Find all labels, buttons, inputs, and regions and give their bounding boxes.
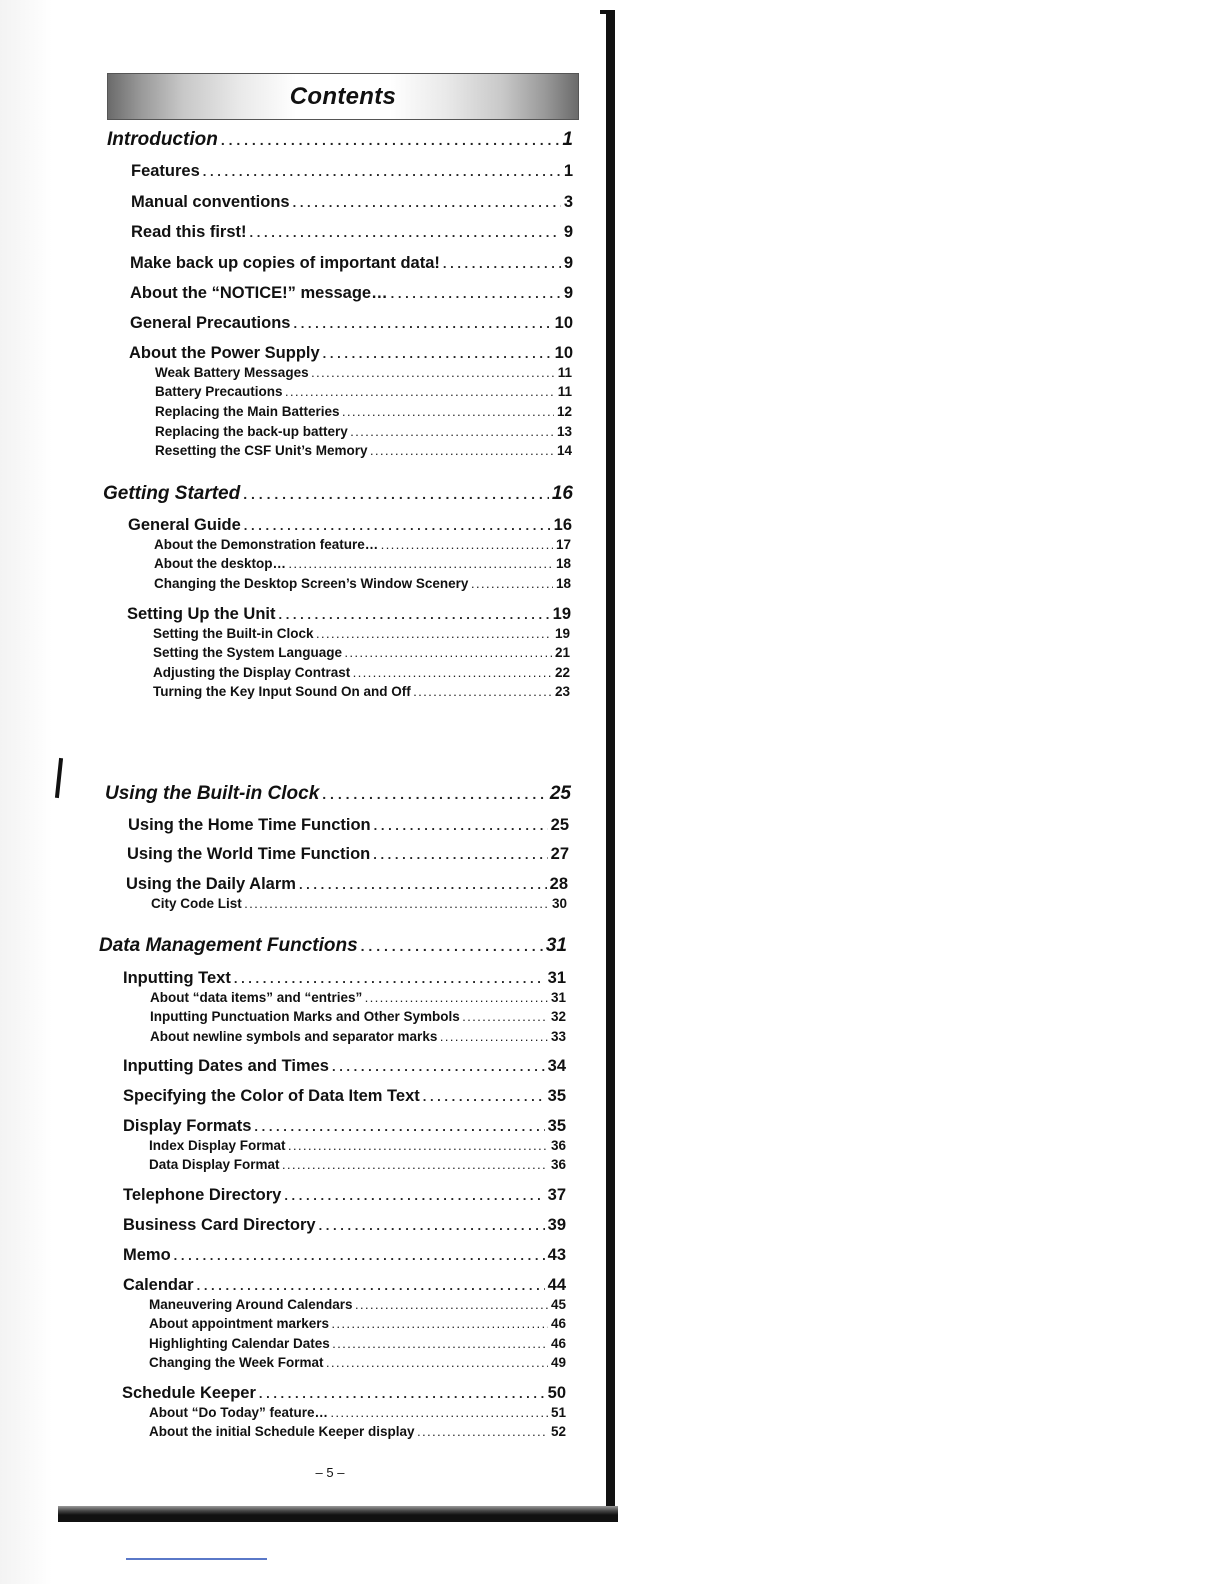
leader-dots bbox=[284, 1188, 544, 1203]
toc-label: Read this first! bbox=[131, 223, 247, 241]
toc-entry[interactable] bbox=[123, 1246, 566, 1265]
leader-dots bbox=[361, 938, 543, 954]
leader-dots bbox=[293, 316, 551, 331]
toc-page: 16 bbox=[551, 483, 573, 504]
toc-label: Battery Precautions bbox=[155, 384, 283, 399]
leader-dots bbox=[289, 1142, 548, 1152]
toc-subentry[interactable] bbox=[154, 537, 571, 552]
stray-scan-mark bbox=[55, 758, 63, 798]
leader-dots bbox=[331, 1409, 548, 1419]
leader-dots bbox=[333, 1340, 548, 1350]
toc-label: Setting Up the Unit bbox=[127, 605, 276, 623]
leader-dots bbox=[356, 1301, 548, 1311]
leader-dots bbox=[423, 1089, 545, 1104]
toc-subentry[interactable] bbox=[150, 1009, 566, 1024]
toc-label: Using the Daily Alarm bbox=[126, 875, 296, 893]
toc-page: 11 bbox=[557, 384, 572, 399]
leader-dots bbox=[174, 1248, 545, 1263]
toc-page: 22 bbox=[554, 665, 570, 680]
toc-subentry[interactable] bbox=[153, 684, 570, 699]
toc-entry[interactable] bbox=[123, 1057, 566, 1076]
leader-dots bbox=[443, 256, 561, 271]
toc-page: 23 bbox=[554, 684, 570, 699]
toc-subentry[interactable] bbox=[154, 576, 571, 591]
toc-label: Memo bbox=[123, 1246, 171, 1264]
toc-label: Features bbox=[131, 162, 200, 180]
toc-label: Display Formats bbox=[123, 1117, 252, 1135]
bottom-rule bbox=[126, 1558, 267, 1560]
toc-entry[interactable] bbox=[127, 845, 569, 864]
toc-label: About the “NOTICE!” message… bbox=[130, 284, 388, 302]
toc-label: Turning the Key Input Sound On and Off bbox=[153, 684, 411, 699]
leader-dots bbox=[332, 1059, 545, 1074]
toc-page: 50 bbox=[547, 1384, 566, 1402]
toc-label: Using the Built-in Clock bbox=[105, 783, 320, 804]
toc-entry[interactable] bbox=[123, 1186, 566, 1205]
toc-page: 14 bbox=[556, 443, 572, 458]
toc-page: 33 bbox=[550, 1029, 566, 1044]
toc-entry[interactable] bbox=[130, 314, 573, 333]
toc-subentry[interactable] bbox=[155, 384, 572, 399]
toc-entry[interactable] bbox=[131, 223, 573, 242]
toc-page: 31 bbox=[547, 969, 566, 987]
toc-label: Setting the System Language bbox=[153, 645, 343, 660]
toc-subentry[interactable] bbox=[149, 1297, 566, 1312]
toc-page: 49 bbox=[550, 1355, 566, 1370]
toc-label: Inputting Text bbox=[123, 969, 231, 987]
toc-section[interactable] bbox=[103, 483, 573, 505]
toc-page: 46 bbox=[550, 1336, 566, 1351]
leader-dots bbox=[391, 286, 561, 301]
toc-label: Data Management Functions bbox=[99, 935, 358, 956]
leader-dots bbox=[289, 560, 553, 570]
toc-entry[interactable] bbox=[129, 344, 573, 363]
toc-entry[interactable] bbox=[128, 816, 569, 835]
contents-banner bbox=[107, 73, 579, 120]
toc-page: 46 bbox=[550, 1316, 566, 1331]
toc-entry[interactable] bbox=[131, 193, 573, 212]
toc-entry[interactable] bbox=[130, 284, 573, 303]
toc-page: 28 bbox=[549, 875, 568, 893]
leader-dots bbox=[317, 630, 552, 640]
toc-page: 11 bbox=[557, 365, 572, 380]
page-edge-right bbox=[606, 10, 615, 1522]
toc-page: 27 bbox=[550, 845, 569, 863]
toc-page: 39 bbox=[547, 1216, 566, 1234]
toc-label: Replacing the back-up battery bbox=[155, 424, 348, 439]
page-edge-top-tick bbox=[600, 10, 615, 14]
leader-dots bbox=[365, 994, 548, 1004]
toc-entry[interactable] bbox=[130, 254, 573, 273]
toc-page: 52 bbox=[550, 1424, 566, 1439]
toc-page: 21 bbox=[554, 645, 570, 660]
toc-page: 31 bbox=[545, 935, 567, 956]
leader-dots bbox=[278, 607, 549, 622]
toc-page: 10 bbox=[554, 344, 573, 362]
leader-dots bbox=[371, 447, 554, 457]
toc-subentry[interactable] bbox=[149, 1138, 566, 1153]
toc-page: 31 bbox=[550, 990, 566, 1005]
leader-dots bbox=[343, 408, 554, 418]
toc-page: 16 bbox=[553, 516, 572, 534]
leader-dots bbox=[471, 580, 553, 590]
toc-section[interactable] bbox=[107, 129, 573, 151]
toc-label: City Code List bbox=[151, 896, 242, 911]
toc-page: 17 bbox=[555, 537, 571, 552]
leader-dots bbox=[440, 1033, 548, 1043]
leader-dots bbox=[283, 1161, 548, 1171]
leader-dots bbox=[319, 1218, 545, 1233]
toc-subentry[interactable] bbox=[149, 1336, 566, 1351]
toc-page: 1 bbox=[562, 129, 573, 150]
toc-label: Manual conventions bbox=[131, 193, 290, 211]
leader-dots bbox=[332, 1320, 548, 1330]
toc-label: About “Do Today” feature… bbox=[149, 1405, 329, 1420]
leader-dots bbox=[414, 688, 552, 698]
toc-page: 12 bbox=[556, 404, 572, 419]
leader-dots bbox=[245, 900, 549, 910]
toc-page: 43 bbox=[547, 1246, 566, 1264]
toc-label: Setting the Built-in Clock bbox=[153, 626, 314, 641]
toc-label: Getting Started bbox=[103, 483, 241, 504]
toc-subentry[interactable] bbox=[154, 556, 571, 571]
toc-entry[interactable] bbox=[123, 969, 566, 988]
toc-subentry[interactable] bbox=[155, 443, 572, 458]
toc-subentry[interactable] bbox=[155, 365, 572, 380]
toc-label: About the Power Supply bbox=[129, 344, 320, 362]
toc-label: Weak Battery Messages bbox=[155, 365, 309, 380]
toc-page: 44 bbox=[547, 1276, 566, 1294]
toc-subentry[interactable] bbox=[149, 1157, 566, 1172]
toc-subentry[interactable] bbox=[153, 665, 570, 680]
page-edge-bottom bbox=[58, 1506, 618, 1522]
toc-label: Calendar bbox=[123, 1276, 194, 1294]
toc-page: 34 bbox=[547, 1057, 566, 1075]
leader-dots bbox=[299, 877, 547, 892]
leader-dots bbox=[353, 669, 552, 679]
leader-dots bbox=[203, 164, 561, 179]
leader-dots bbox=[312, 369, 555, 379]
leader-dots bbox=[250, 225, 561, 240]
leader-dots bbox=[243, 486, 549, 502]
toc-label: About appointment markers bbox=[149, 1316, 330, 1331]
toc-page: 18 bbox=[555, 556, 571, 571]
toc-label: Business Card Directory bbox=[123, 1216, 316, 1234]
toc-label: About “data items” and “entries” bbox=[150, 990, 363, 1005]
leader-dots bbox=[286, 388, 555, 398]
toc-page: 13 bbox=[556, 424, 572, 439]
leader-dots bbox=[373, 847, 547, 862]
toc-label: About the Demonstration feature… bbox=[154, 537, 379, 552]
toc-page: 45 bbox=[550, 1297, 566, 1312]
toc-label: Changing the Desktop Screen’s Window Scenery bbox=[154, 576, 469, 591]
toc-label: About the desktop… bbox=[154, 556, 286, 571]
toc-page: 32 bbox=[550, 1009, 566, 1024]
leader-dots bbox=[323, 346, 552, 361]
toc-page: 9 bbox=[563, 284, 573, 302]
toc-page: 10 bbox=[554, 314, 573, 332]
toc-subentry[interactable] bbox=[153, 626, 570, 641]
toc-label: Highlighting Calendar Dates bbox=[149, 1336, 330, 1351]
toc-label: Data Display Format bbox=[149, 1157, 280, 1172]
leader-dots bbox=[345, 649, 552, 659]
leader-dots bbox=[197, 1278, 545, 1293]
toc-subentry[interactable] bbox=[155, 404, 572, 419]
leader-dots bbox=[463, 1013, 548, 1023]
toc-label: Using the Home Time Function bbox=[128, 816, 371, 834]
toc-label: About newline symbols and separator marks bbox=[150, 1029, 438, 1044]
toc-page: 3 bbox=[563, 193, 573, 211]
page-title: Contents bbox=[289, 82, 397, 110]
leader-dots bbox=[327, 1359, 548, 1369]
toc-subentry[interactable] bbox=[151, 896, 567, 911]
toc-page: 35 bbox=[547, 1087, 566, 1105]
toc-page: 18 bbox=[555, 576, 571, 591]
toc-label: Make back up copies of important data! bbox=[130, 254, 440, 272]
toc-entry[interactable] bbox=[127, 605, 571, 624]
toc-label: Index Display Format bbox=[149, 1138, 286, 1153]
scan-shading bbox=[0, 0, 52, 1584]
toc-label: About the initial Schedule Keeper display bbox=[149, 1424, 415, 1439]
toc-label: Inputting Punctuation Marks and Other Symbols bbox=[150, 1009, 460, 1024]
leader-dots bbox=[244, 518, 551, 533]
toc-label: Replacing the Main Batteries bbox=[155, 404, 340, 419]
toc-label: Maneuvering Around Calendars bbox=[149, 1297, 353, 1312]
toc-page: 37 bbox=[547, 1186, 566, 1204]
toc-entry[interactable] bbox=[126, 875, 568, 894]
leader-dots bbox=[254, 1119, 544, 1134]
toc-page: 19 bbox=[552, 605, 571, 623]
toc-entry[interactable] bbox=[122, 1384, 566, 1403]
toc-label: Changing the Week Format bbox=[149, 1355, 324, 1370]
toc-entry[interactable] bbox=[123, 1087, 566, 1106]
toc-label: General Guide bbox=[128, 516, 241, 534]
toc-page: 36 bbox=[550, 1157, 566, 1172]
toc-entry[interactable] bbox=[123, 1216, 566, 1235]
leader-dots bbox=[234, 971, 545, 986]
toc-page: 35 bbox=[547, 1117, 566, 1135]
leader-dots bbox=[418, 1428, 548, 1438]
toc-page: 51 bbox=[550, 1405, 566, 1420]
toc-subentry[interactable] bbox=[149, 1316, 566, 1331]
toc-label: Specifying the Color of Data Item Text bbox=[123, 1087, 420, 1105]
toc-entry[interactable] bbox=[123, 1117, 566, 1136]
leader-dots bbox=[293, 195, 561, 210]
toc-subentry[interactable] bbox=[150, 1029, 566, 1044]
leader-dots bbox=[351, 428, 554, 438]
toc-section[interactable] bbox=[105, 783, 571, 805]
toc-label: Resetting the CSF Unit’s Memory bbox=[155, 443, 368, 458]
page-number-footer: – 5 – bbox=[315, 1465, 345, 1480]
toc-page: 30 bbox=[551, 896, 567, 911]
toc-subentry[interactable] bbox=[149, 1355, 566, 1370]
toc-label: Adjusting the Display Contrast bbox=[153, 665, 351, 680]
leader-dots bbox=[322, 786, 547, 802]
toc-label: Telephone Directory bbox=[123, 1186, 282, 1204]
toc-label: Schedule Keeper bbox=[122, 1384, 256, 1402]
toc-entry[interactable] bbox=[123, 1276, 566, 1295]
toc-label: General Precautions bbox=[130, 314, 291, 332]
leader-dots bbox=[374, 818, 548, 833]
toc-label: Inputting Dates and Times bbox=[123, 1057, 329, 1075]
toc-label: Using the World Time Function bbox=[127, 845, 371, 863]
toc-page: 9 bbox=[563, 254, 573, 272]
toc-section[interactable] bbox=[99, 935, 567, 957]
toc-label: Introduction bbox=[107, 129, 218, 150]
toc-page: 19 bbox=[554, 626, 570, 641]
toc-subentry[interactable] bbox=[149, 1405, 566, 1420]
toc-entry[interactable] bbox=[131, 162, 573, 181]
leader-dots bbox=[221, 132, 560, 148]
toc-page: 36 bbox=[550, 1138, 566, 1153]
toc-subentry[interactable] bbox=[153, 645, 570, 660]
leader-dots bbox=[381, 541, 553, 551]
toc-page: 25 bbox=[549, 783, 571, 804]
toc-subentry[interactable] bbox=[155, 424, 572, 439]
toc-page: 25 bbox=[550, 816, 569, 834]
toc-page: 9 bbox=[563, 223, 573, 241]
leader-dots bbox=[259, 1386, 545, 1401]
toc-subentry[interactable] bbox=[150, 990, 566, 1005]
toc-page: 1 bbox=[563, 162, 573, 180]
toc-subentry[interactable] bbox=[149, 1424, 566, 1439]
toc-entry[interactable] bbox=[128, 516, 572, 535]
